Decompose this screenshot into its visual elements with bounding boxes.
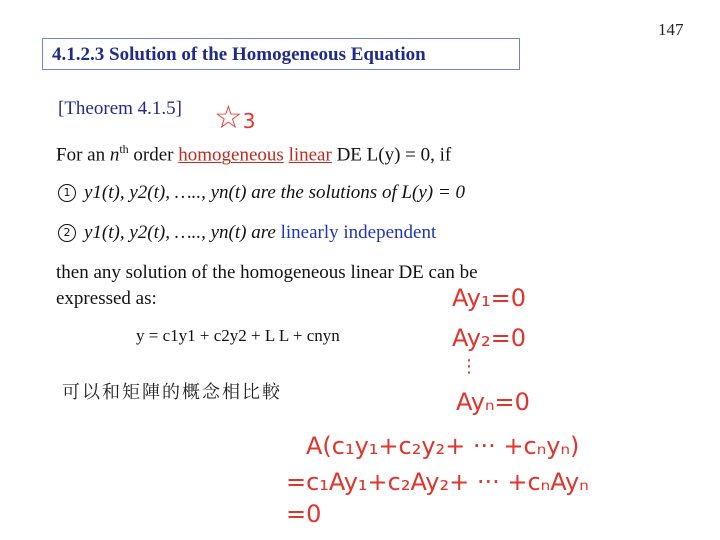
conclusion-line-2: expressed as: bbox=[56, 288, 157, 309]
handwritten-expansion-1: A(c₁y₁+c₂y₂+ ··· +cₙyₙ) bbox=[306, 432, 580, 460]
linearly-independent-term: linearly independent bbox=[280, 222, 437, 243]
handwritten-dots: ⋮ bbox=[460, 356, 478, 377]
circled-two-marker: 2 bbox=[58, 224, 76, 242]
handwritten-star-icon: ☆3 bbox=[214, 98, 256, 136]
condition-1: 1 y1(t), y2(t), ….., yn(t) are the solutions of L(y) = 0 bbox=[58, 182, 465, 204]
handwritten-ayn: Ayₙ=0 bbox=[456, 388, 530, 416]
handwritten-ay1: Ay₁=0 bbox=[452, 284, 526, 312]
theorem-label: [Theorem 4.1.5] bbox=[58, 98, 182, 119]
general-solution-formula: y = c1y1 + c2y2 + L L + cnyn bbox=[136, 326, 340, 345]
conclusion-line-1: then any solution of the homogeneous linear DE can be bbox=[56, 262, 478, 283]
section-title: 4.1.2.3 Solution of the Homogeneous Equation bbox=[52, 44, 426, 65]
handwritten-expansion-2: =c₁Ay₁+c₂Ay₂+ ··· +cₙAyₙ bbox=[286, 468, 589, 496]
condition-2: 2 y1(t), y2(t), ….., yn(t) are linearly independent bbox=[58, 222, 436, 244]
linear-term: linear bbox=[288, 144, 332, 166]
handwritten-ay2: Ay₂=0 bbox=[452, 324, 526, 352]
theorem-statement: For an $n^{th}$ order homogeneous linear DE L(y) = 0, if bbox=[56, 142, 452, 166]
chinese-note: 可以和矩陣的概念相比較 bbox=[62, 382, 282, 403]
handwritten-expansion-3: =0 bbox=[286, 500, 322, 528]
page-number: 147 bbox=[658, 20, 684, 39]
homogeneous-term: homogeneous bbox=[178, 144, 284, 166]
circled-one-marker: 1 bbox=[58, 184, 76, 202]
